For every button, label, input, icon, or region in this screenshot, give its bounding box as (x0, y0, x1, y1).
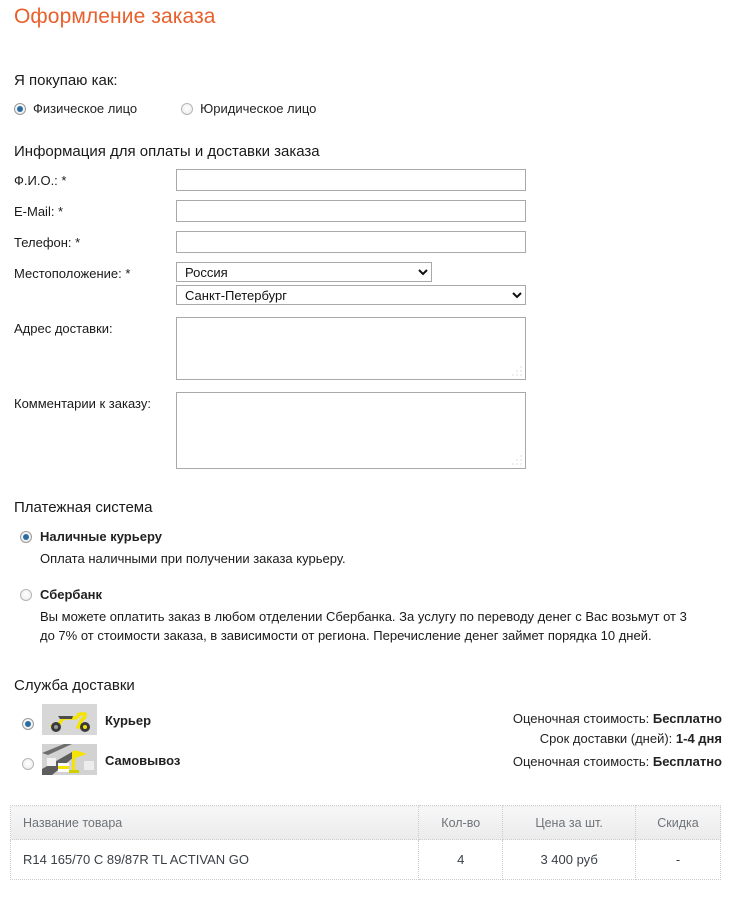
radio-label-legal: Юридическое лицо (200, 101, 317, 116)
billing-form (0, 169, 731, 469)
delivery-info-courier (513, 709, 731, 748)
radio-icon-legal[interactable] (181, 103, 193, 115)
delivery-section (0, 677, 731, 775)
billing-section (0, 143, 731, 469)
label-comments: Комментарии к заказу: (14, 396, 151, 411)
payment-desc-sberbank: Вы можете оплатить заказ в любом отделении Сбербанка. За услугу по переводу денег с Вас возьмут от 3 до 7% от стоимости заказа, в зависимости от региона. Перечисление денег займет порядка 10 дней. (40, 609, 687, 643)
cell-product-qty: 4 (419, 840, 503, 880)
delivery-info-pickup (513, 752, 731, 771)
payment-option-sberbank[interactable] (0, 587, 731, 645)
delivery-name-courier: Курьер (105, 713, 152, 728)
products-section (0, 805, 731, 880)
input-phone[interactable] (176, 231, 526, 253)
radio-icon-courier[interactable] (22, 718, 34, 730)
form-row-phone (14, 231, 731, 253)
page-title: Оформление заказа (14, 5, 216, 28)
payment-section (0, 499, 731, 645)
payment-option-cash[interactable] (0, 529, 731, 568)
payment-heading: Платежная система (14, 499, 153, 516)
form-row-comments (14, 392, 731, 469)
table-header-row (11, 806, 721, 840)
products-table (10, 805, 721, 880)
delivery-term-label-courier: Срок доставки (дней): (539, 731, 673, 746)
form-row-address (14, 317, 731, 380)
radio-icon-pickup[interactable] (22, 758, 34, 770)
radio-icon-sberbank[interactable] (20, 589, 32, 601)
radio-buyer-legal[interactable] (181, 101, 316, 117)
label-location: Местоположение: * (14, 266, 131, 281)
form-row-email (14, 200, 731, 222)
delivery-option-pickup[interactable] (0, 744, 731, 775)
billing-heading: Информация для оплаты и доставки заказа (14, 143, 320, 160)
select-country[interactable] (176, 262, 432, 282)
payment-title-sberbank: Сбербанк (40, 587, 103, 602)
delivery-option-courier[interactable] (0, 704, 731, 746)
input-fio[interactable] (176, 169, 526, 191)
table-row (11, 840, 721, 880)
label-email: E-Mail: * (14, 204, 64, 219)
label-phone: Телефон: * (14, 235, 81, 250)
payment-desc-cash: Оплата наличными при получении заказа курьеру. (40, 551, 346, 566)
form-row-fio (14, 169, 731, 191)
radio-icon-cash[interactable] (20, 531, 32, 543)
buyer-type-section (0, 72, 731, 117)
select-city[interactable] (176, 285, 526, 305)
buyer-type-options (14, 101, 731, 117)
column-header-qty: Кол-во (419, 806, 503, 840)
scooter-icon (42, 704, 97, 735)
delivery-heading: Служба доставки (14, 677, 135, 694)
column-header-price: Цена за шт. (503, 806, 636, 840)
cell-product-price: 3 400 руб (503, 840, 636, 880)
radio-label-individual: Физическое лицо (33, 101, 138, 116)
form-row-location (14, 262, 731, 305)
delivery-cost-value-courier: Бесплатно (652, 711, 722, 726)
textarea-address[interactable] (176, 317, 526, 380)
textarea-comments[interactable] (176, 392, 526, 469)
payment-title-cash: Наличные курьеру (40, 529, 162, 544)
delivery-cost-value-pickup: Бесплатно (652, 754, 722, 769)
label-fio: Ф.И.О.: * (14, 173, 67, 188)
radio-buyer-individual[interactable] (14, 101, 137, 117)
delivery-name-pickup: Самовывоз (105, 753, 181, 768)
delivery-options (0, 704, 731, 775)
delivery-term-value-courier: 1-4 дня (675, 731, 722, 746)
label-address: Адрес доставки: (14, 321, 113, 336)
column-header-discount: Скидка (636, 806, 721, 840)
input-email[interactable] (176, 200, 526, 222)
buyer-type-heading: Я покупаю как: (14, 72, 118, 89)
radio-icon-individual[interactable] (14, 103, 26, 115)
delivery-cost-label-courier: Оценочная стоимость: (512, 711, 650, 726)
forklift-icon (42, 744, 97, 775)
column-header-name: Название товара (11, 806, 419, 840)
delivery-cost-label-pickup: Оценочная стоимость: (512, 754, 650, 769)
cell-product-discount: - (636, 840, 721, 880)
cell-product-name: R14 165/70 C 89/87R TL ACTIVAN GO (11, 840, 419, 880)
